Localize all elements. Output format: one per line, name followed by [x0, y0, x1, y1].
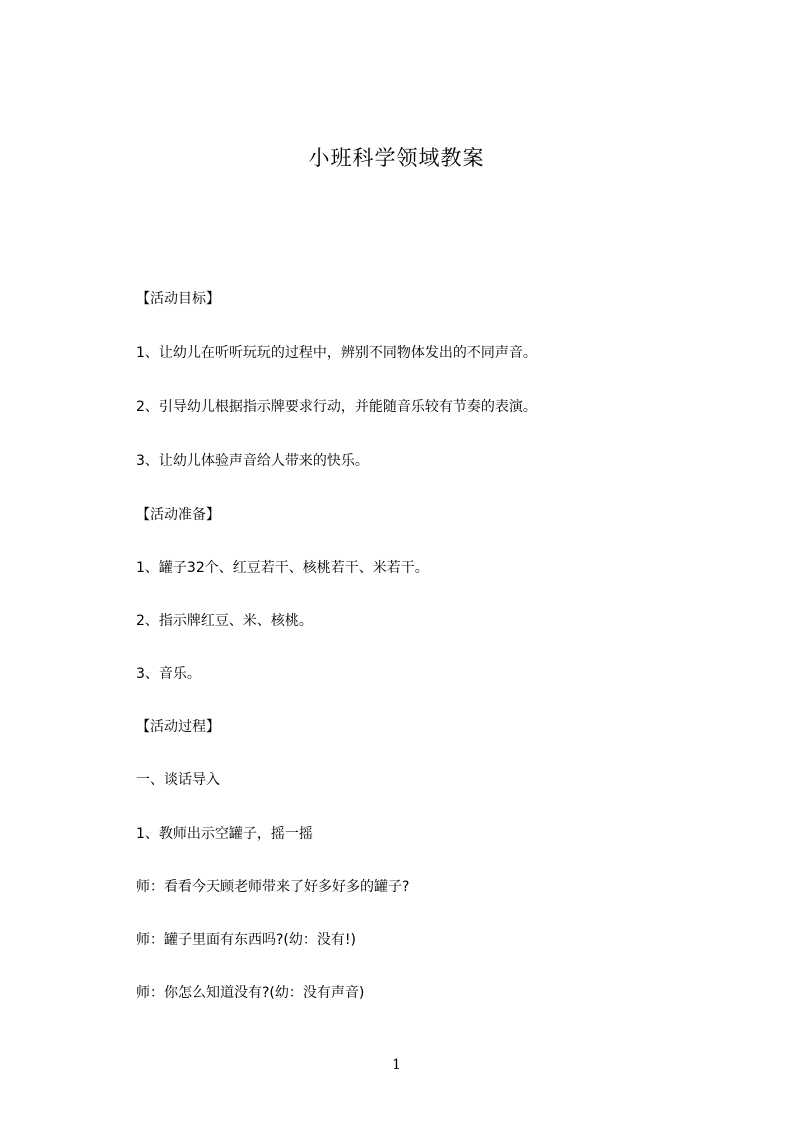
paragraph: 3、音乐。: [136, 666, 201, 682]
paragraph: 师：你怎么知道没有?(幼：没有声音): [136, 985, 365, 1001]
subheading: 一、谈话导入: [136, 772, 220, 788]
paragraph: 1、罐子32个、红豆若干、核桃若干、米若干。: [136, 560, 429, 576]
paragraph: 师：看看今天顾老师带来了好多好多的罐子?: [136, 879, 410, 895]
paragraph: 1、让幼儿在听听玩玩的过程中，辨别不同物体发出的不同声音。: [136, 345, 537, 361]
page-number: 1: [392, 1057, 401, 1073]
section-heading-preparation: 【活动准备】: [136, 507, 220, 523]
paragraph: 3、让幼儿体验声音给人带来的快乐。: [136, 453, 369, 469]
document-title: 小班科学领域教案: [308, 146, 485, 170]
paragraph: 2、引导幼儿根据指示牌要求行动，并能随音乐较有节奏的表演。: [136, 399, 537, 415]
section-heading-goals: 【活动目标】: [136, 291, 220, 307]
paragraph: 师：罐子里面有东西吗?(幼：没有!): [136, 932, 356, 948]
section-heading-process: 【活动过程】: [136, 719, 220, 735]
paragraph: 2、指示牌红豆、米、核桃。: [136, 613, 313, 629]
paragraph: 1、教师出示空罐子，摇一摇: [136, 826, 313, 842]
